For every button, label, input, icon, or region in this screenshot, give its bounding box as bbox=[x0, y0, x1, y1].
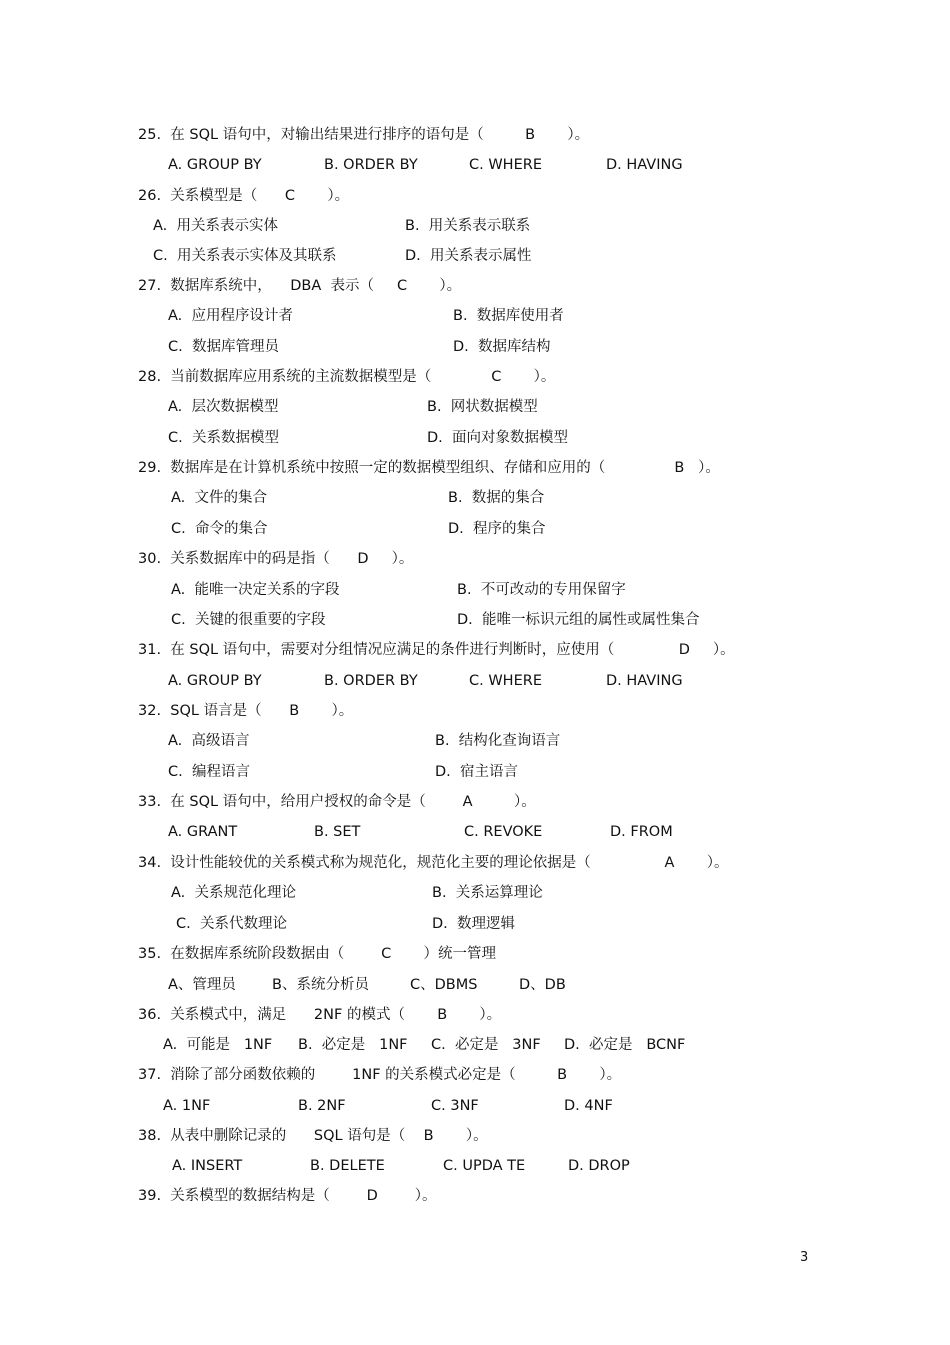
answer-option: A. 可能是 1NF bbox=[163, 1037, 273, 1053]
question-stem: 27. 数据库系统中， DBA 表示（ C ）。 bbox=[138, 278, 462, 294]
question-stem: 36. 关系模式中，满足 2NF 的模式（ B ）。 bbox=[138, 1007, 502, 1023]
answer-option: B. 2NF bbox=[298, 1098, 346, 1114]
answer-option: C. 关键的很重要的字段 bbox=[171, 612, 326, 628]
answer-option: C. 3NF bbox=[431, 1098, 479, 1114]
question-stem: 30. 关系数据库中的码是指（ D ）。 bbox=[138, 551, 414, 567]
question-stem: 25. 在 SQL 语句中，对输出结果进行排序的语句是（ B ）。 bbox=[138, 127, 590, 143]
answer-option: A. 关系规范化理论 bbox=[171, 885, 296, 901]
answer-option: D、DB bbox=[519, 977, 566, 993]
answer-option: B. 用关系表示联系 bbox=[405, 218, 531, 234]
answer-option: B. ORDER BY bbox=[324, 157, 418, 173]
answer-option: B. 网状数据模型 bbox=[427, 399, 538, 415]
answer-option: B. 不可改动的专用保留字 bbox=[457, 582, 626, 598]
answer-option: D. 数据库结构 bbox=[453, 339, 551, 355]
answer-option: A. 文件的集合 bbox=[171, 490, 267, 506]
answer-option: B. ORDER BY bbox=[324, 673, 418, 689]
answer-option: C. 关系数据模型 bbox=[168, 430, 279, 446]
answer-option: B. 数据库使用者 bbox=[453, 308, 564, 324]
answer-option: C. 用关系表示实体及其联系 bbox=[153, 248, 337, 264]
answer-option: D. 必定是 BCNF bbox=[564, 1037, 686, 1053]
question-stem: 31. 在 SQL 语句中，需要对分组情况应满足的条件进行判断时，应使用（ D ）。 bbox=[138, 642, 735, 658]
answer-option: B. 必定是 1NF bbox=[298, 1037, 408, 1053]
answer-option: D. 4NF bbox=[564, 1098, 613, 1114]
answer-option: C. WHERE bbox=[469, 157, 542, 173]
answer-option: D. 面向对象数据模型 bbox=[427, 430, 568, 446]
answer-option: A. 用关系表示实体 bbox=[153, 218, 278, 234]
answer-option: A. 1NF bbox=[163, 1098, 211, 1114]
answer-option: A. 层次数据模型 bbox=[168, 399, 279, 415]
question-stem: 34. 设计性能较优的关系模式称为规范化，规范化主要的理论依据是（ A ）。 bbox=[138, 855, 729, 871]
answer-option: D. HAVING bbox=[606, 673, 683, 689]
answer-option: C. 数据库管理员 bbox=[168, 339, 279, 355]
answer-option: B. 数据的集合 bbox=[448, 490, 545, 506]
answer-option: C. 关系代数理论 bbox=[176, 916, 287, 932]
question-stem: 28. 当前数据库应用系统的主流数据模型是（ C ）。 bbox=[138, 369, 556, 385]
answer-option: C. 编程语言 bbox=[168, 764, 250, 780]
answer-option: A. 应用程序设计者 bbox=[168, 308, 293, 324]
answer-option: D. DROP bbox=[568, 1158, 630, 1174]
answer-option: A. GROUP BY bbox=[168, 157, 262, 173]
answer-option: C、DBMS bbox=[410, 977, 478, 993]
answer-option: B. DELETE bbox=[310, 1158, 385, 1174]
answer-option: D. 用关系表示属性 bbox=[405, 248, 532, 264]
answer-option: B. SET bbox=[314, 824, 361, 840]
answer-option: C. 必定是 3NF bbox=[431, 1037, 541, 1053]
answer-option: D. HAVING bbox=[606, 157, 683, 173]
question-stem: 32. SQL 语言是（ B ）。 bbox=[138, 703, 354, 719]
answer-option: C. WHERE bbox=[469, 673, 542, 689]
answer-option: A. 高级语言 bbox=[168, 733, 250, 749]
answer-option: D. 能唯一标识元组的属性或属性集合 bbox=[457, 612, 700, 628]
question-stem: 38. 从表中删除记录的 SQL 语句是（ B ）。 bbox=[138, 1128, 488, 1144]
question-stem: 26. 关系模型是（ C ）。 bbox=[138, 188, 350, 204]
answer-option: A. GROUP BY bbox=[168, 673, 262, 689]
answer-option: C. UPDA TE bbox=[443, 1158, 526, 1174]
answer-option: D. 数理逻辑 bbox=[432, 916, 515, 932]
question-stem: 33. 在 SQL 语句中，给用户授权的命令是（ A ）。 bbox=[138, 794, 536, 810]
answer-option: B、系统分析员 bbox=[272, 977, 369, 993]
question-stem: 35. 在数据库系统阶段数据由（ C ）统一管理 bbox=[138, 946, 497, 962]
answer-option: C. 命令的集合 bbox=[171, 521, 268, 537]
question-stem: 37. 消除了部分函数依赖的 1NF 的关系模式必定是（ B ）。 bbox=[138, 1067, 622, 1083]
answer-option: B. 关系运算理论 bbox=[432, 885, 543, 901]
question-stem: 39. 关系模型的数据结构是（ D ）。 bbox=[138, 1188, 437, 1204]
answer-option: D. FROM bbox=[610, 824, 673, 840]
answer-option: B. 结构化查询语言 bbox=[435, 733, 561, 749]
answer-option: A、管理员 bbox=[168, 977, 236, 993]
question-stem: 29. 数据库是在计算机系统中按照一定的数据模型组织、存储和应用的（ B ）。 bbox=[138, 460, 720, 476]
answer-option: D. 程序的集合 bbox=[448, 521, 546, 537]
answer-option: A. GRANT bbox=[168, 824, 238, 840]
page-number: 3 bbox=[800, 1250, 809, 1265]
answer-option: C. REVOKE bbox=[464, 824, 543, 840]
answer-option: A. 能唯一决定关系的字段 bbox=[171, 582, 340, 598]
answer-option: A. INSERT bbox=[172, 1158, 243, 1174]
answer-option: D. 宿主语言 bbox=[435, 764, 518, 780]
